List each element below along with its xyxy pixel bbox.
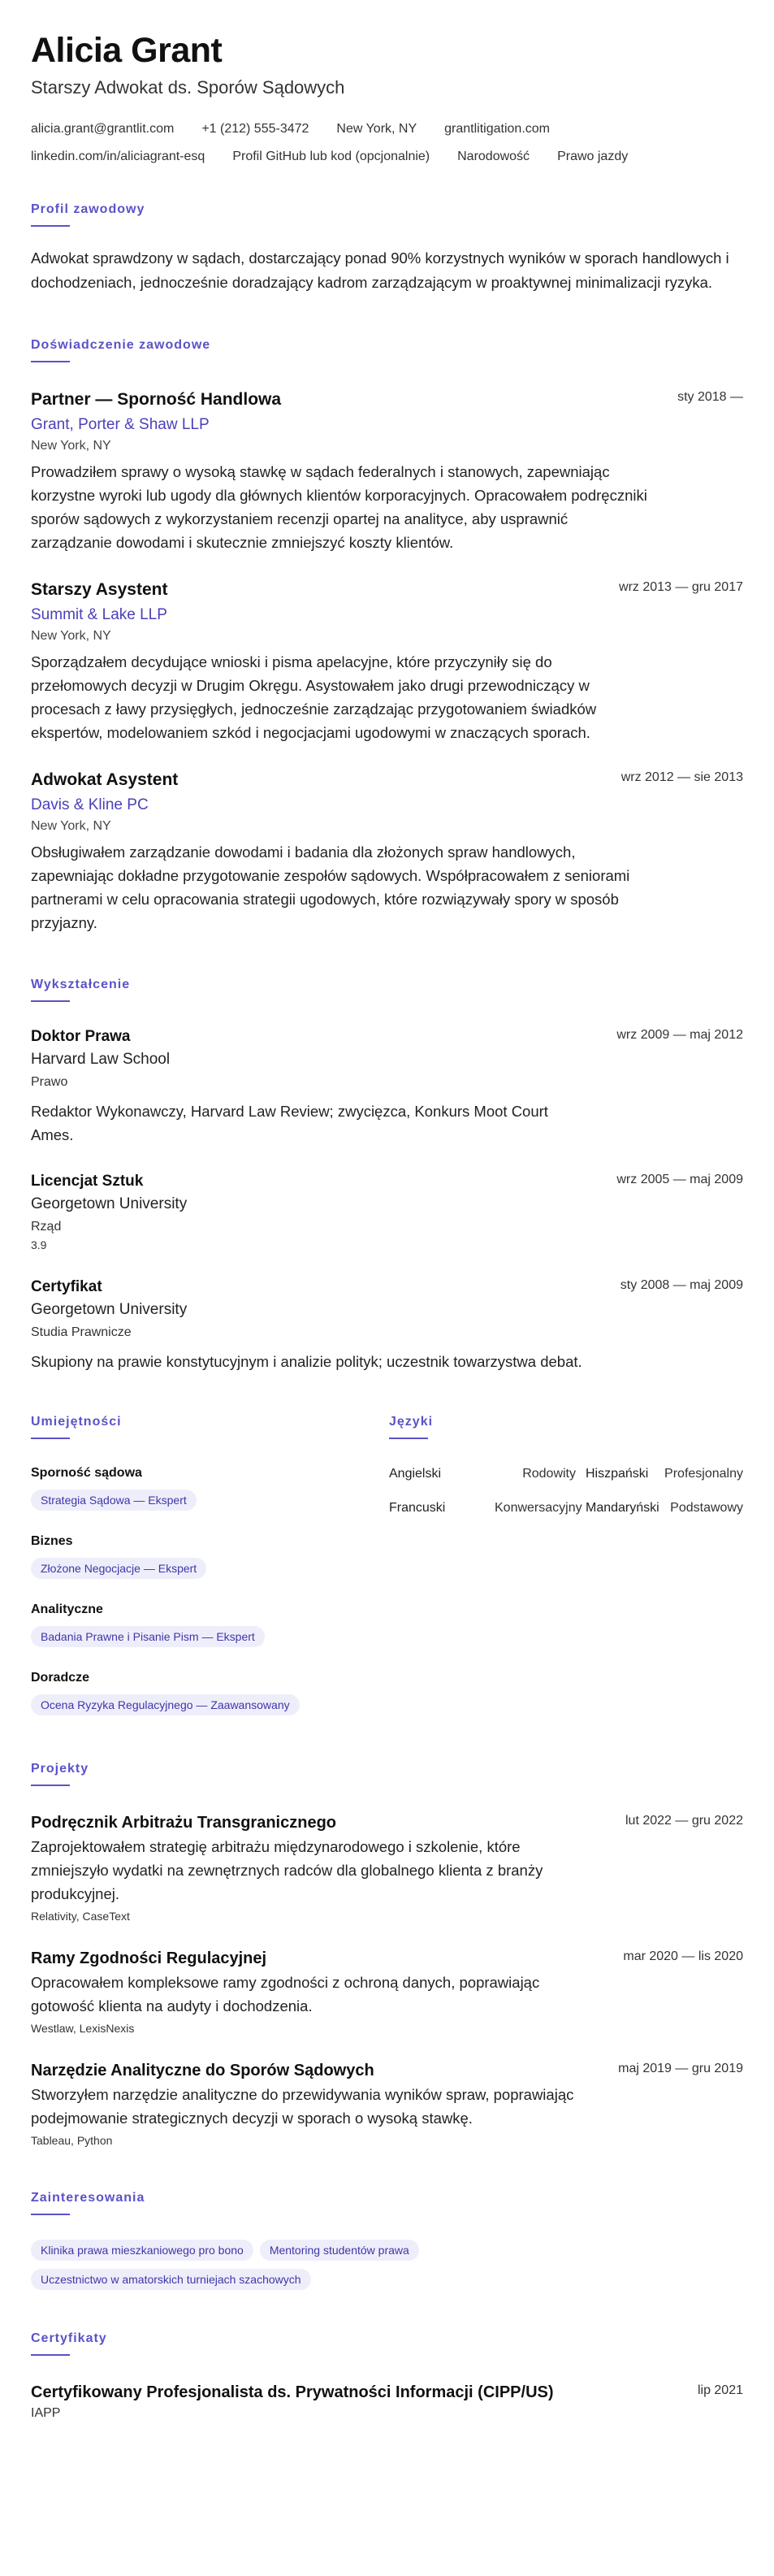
section-heading-projects: Projekty [31,1762,89,1776]
job-description: Sporządzałem decydujące wnioski i pisma apelacyjne, które przyczyniły się do przełomowych decyzji w Drugim Okręgu. Asystowałem jako drugi przewodniczący w procesach z ławy przysięgłych, jednocześnie zarządzając przygotowaniem świadków ekspertów, modelowaniem szkód i negocjacjami ugodowymi w znaczących sporach. [31,653,597,741]
languages-grid [389,1467,743,1516]
section-heading-skills: Umiejętności [31,1415,122,1429]
interest-chip: Uczestnictwo w amatorskich turniejach szachowych [31,2269,311,2290]
section-rule [389,1438,428,1439]
contact-driving-license: Prawo jazdy [557,150,629,163]
profile-section [31,202,743,295]
contact-list [31,115,743,171]
job-description: Obsługiwałem zarządzanie dowodami i badania dla złożonych spraw handlowych, zapewniając dokładne przygotowanie zespołów sądowych. Współpracowałem z seniorami partnerami w celu opracowania strategii ugodowych, które rozwiązywały spory w sposób przyjazny. [31,843,630,931]
project-tech: Westlaw, LexisNexis [31,2022,135,2035]
job-description: Prowadziłem sprawy o wysoką stawkę w sądach federalnych i stanowych, zapewniając korzystne wyroki lub ugody dla głównych klientów korporacyjnych. Opracowałem podręczniki sporów sądowych z wykorzystaniem recenzji opartej na analityce, aby usprawnić zarządzanie dowodami i skutecznie zmniejszyć koszty klientów. [31,463,647,551]
language-name: Mandaryński [586,1501,659,1515]
section-rule [31,1785,70,1786]
project-description: Stworzyłem narzędzie analityczne do przewidywania wyników spraw, poprawiając podejmowanie strategicznych decyzji w sporach o wysoką stawkę. [31,2086,574,2127]
section-rule [31,1000,70,1002]
job-title: Starszy Asystent [31,580,168,599]
project-title: Narzędzie Analityczne do Sporów Sądowych [31,2062,374,2079]
interest-chip: Klinika prawa mieszkaniowego pro bono [31,2240,253,2261]
language-name: Angielski [389,1467,442,1481]
skills-section [31,1373,389,1715]
skill-category: Sporność sądowa [31,1466,142,1480]
certification-title: Certyfikowany Profesjonalista ds. Prywatności Informacji (CIPP/US) [31,2383,554,2401]
education-degree: Doktor Prawa [31,1028,131,1045]
contact-linkedin[interactable]: linkedin.com/in/aliciagrant-esq [31,150,205,163]
profile-summary: Adwokat sprawdzony w sądach, dostarczający ponad 90% korzystnych wyników w sporach handlowych i dochodzeniach, jednocześnie doradzający kadrom zarządzającym w proaktywnej minimalizacji ryzyka. [31,249,729,291]
skill-chip: Ocena Ryzyka Regulacyjnego — Zaawansowany [31,1694,300,1715]
job-company: Davis & Kline PC [31,796,149,813]
language-level: Profesjonalny [664,1467,743,1481]
job-dates: wrz 2013 — gru 2017 [619,580,743,594]
skill-group [31,1465,389,1511]
skill-chip: Złożone Negocjacje — Ekspert [31,1558,206,1579]
language-level: Rodowity [522,1467,576,1481]
projects-section [31,1761,743,2148]
contact-website[interactable]: grantlitigation.com [444,122,550,136]
language-level: Konwersacyjny [495,1501,582,1515]
education-field: Rząd [31,1220,62,1234]
project-dates: lut 2022 — gru 2022 [625,1814,743,1828]
education-field: Prawo [31,1075,68,1089]
section-rule [31,2354,70,2356]
education-note: Redaktor Wykonawczy, Harvard Law Review; zwycięzca, Konkurs Moot Court Ames. [31,1103,548,1143]
contact-email[interactable]: alicia.grant@grantlit.com [31,122,175,136]
skill-group [31,1602,389,1647]
education-entry [31,1026,743,1147]
job-company: Grant, Porter & Shaw LLP [31,416,210,433]
project-dates: mar 2020 — lis 2020 [623,1949,743,1963]
project-tech: Relativity, CaseText [31,1910,130,1923]
contact-phone[interactable]: +1 (212) 555-3472 [201,122,309,136]
job-dates: sty 2018 — [677,390,743,404]
resume-header [31,29,743,171]
education-dates: sty 2008 — maj 2009 [620,1278,743,1292]
project-dates: maj 2019 — gru 2019 [618,2062,743,2075]
job-company: Summit & Lake LLP [31,606,167,623]
education-school: Harvard Law School [31,1051,171,1068]
job-location: New York, NY [31,629,111,643]
project-entry [31,1948,743,2036]
language-name: Hiszpański [586,1467,649,1481]
languages-section [389,1373,743,1715]
language-level: Podstawowy [670,1501,743,1515]
job-entry [31,388,743,554]
education-note: Skupiony na prawie konstytucyjnym i analizie polityk; uczestnik towarzystwa debat. [31,1353,582,1370]
contact-nationality: Narodowość [457,150,530,163]
skills-languages-row [31,1373,743,1715]
job-title: Partner — Sporność Handlowa [31,390,282,409]
section-heading-experience: Doświadczenie zawodowe [31,338,211,352]
education-degree: Licencjat Sztuk [31,1173,144,1190]
skill-chip: Strategia Sądowa — Ekspert [31,1490,197,1511]
interest-chip: Mentoring studentów prawa [260,2240,419,2261]
education-school: Georgetown University [31,1301,188,1318]
section-heading-certifications: Certyfikaty [31,2331,107,2345]
contact-github[interactable]: Profil GitHub lub kod (opcjonalnie) [232,150,430,163]
project-entry [31,2060,743,2148]
certifications-section [31,2331,743,2422]
section-heading-languages: Języki [389,1415,434,1429]
section-rule [31,2214,70,2215]
education-entry [31,1277,743,1373]
job-entry [31,769,743,935]
job-dates: wrz 2012 — sie 2013 [620,770,743,784]
education-field: Studia Prawnicze [31,1325,132,1339]
education-school: Georgetown University [31,1195,188,1212]
education-gpa: 3.9 [31,1238,47,1251]
candidate-name: Alicia Grant [31,31,223,70]
project-title: Podręcznik Arbitrażu Transgranicznego [31,1814,337,1832]
education-entry [31,1171,743,1252]
skill-category: Biznes [31,1534,73,1548]
experience-section [31,337,743,935]
section-heading-interests: Zainteresowania [31,2191,145,2205]
skill-group [31,1670,389,1715]
job-entry [31,579,743,744]
skill-category: Analityczne [31,1602,103,1616]
education-section [31,977,743,1373]
project-tech: Tableau, Python [31,2134,113,2147]
skill-group [31,1533,389,1579]
project-entry [31,1812,743,1923]
section-heading-profile: Profil zawodowy [31,202,145,216]
section-heading-education: Wykształcenie [31,978,131,991]
contact-location: New York, NY [336,122,417,136]
skill-category: Doradcze [31,1671,90,1685]
project-description: Opracowałem kompleksowe ramy zgodności z ochroną danych, poprawiając gotowość klienta na audyty i dochodzenia. [31,1974,540,2014]
interests-list [31,2231,518,2290]
education-dates: wrz 2005 — maj 2009 [616,1173,743,1186]
job-title: Adwokat Asystent [31,770,179,789]
certification-date: lip 2021 [697,2383,743,2397]
section-rule [31,1438,70,1439]
job-location: New York, NY [31,439,111,453]
skill-chip: Badania Prawne i Pisanie Pism — Ekspert [31,1626,265,1647]
language-name: Francuski [389,1501,446,1515]
education-dates: wrz 2009 — maj 2012 [616,1028,743,1042]
interests-section [31,2190,743,2290]
certification-entry [31,2382,743,2422]
project-description: Zaprojektowałem strategię arbitrażu międzynarodowego i szkolenie, które zmniejszyło wydatki na zewnętrznych radców dla globalnego klienta z branży produkcyjnej. [31,1838,543,1902]
project-title: Ramy Zgodności Regulacyjnej [31,1949,267,1967]
section-rule [31,361,70,362]
section-rule [31,225,70,227]
job-location: New York, NY [31,819,111,833]
certification-org: IAPP [31,2406,61,2420]
candidate-title: Starszy Adwokat ds. Sporów Sądowych [31,77,345,98]
education-degree: Certyfikat [31,1278,102,1295]
